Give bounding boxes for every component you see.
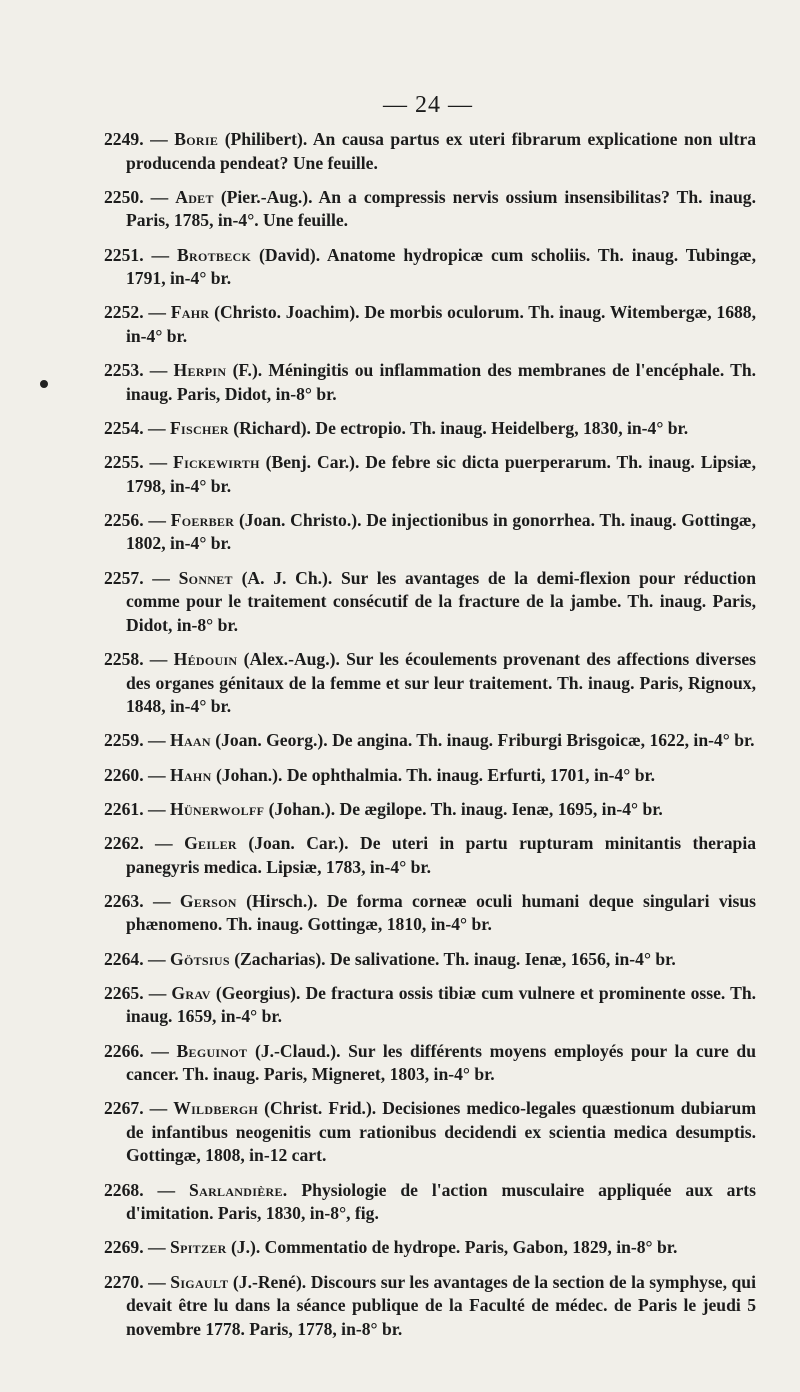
entry: 2253. — Herpin (F.). Méningitis ou inflammation des membranes de l'encéphale. Th. inaug. Paris, Didot, in-8° br. xyxy=(104,360,757,404)
entry: 2265. — Grav (Georgius). De fractura ossis tibiæ cum vulnere et prominente osse. Th. inaug. 1659, in-4° br. xyxy=(104,982,756,1027)
entry-author: Götsius xyxy=(169,948,230,969)
entry-author: Fickewirth xyxy=(173,452,260,473)
entry-number: 2257. xyxy=(104,567,144,588)
entry-text: (Joan. Georg.). De angina. Th. inaug. Friburgi Brisgoicæ, 1622, in-4° br. xyxy=(215,730,755,751)
entry: 2251. — Brotbeck (David). Anatome hydropicæ cum scholiis. Th. inaug. Tubingæ, 1791, in-4° br. xyxy=(104,244,756,289)
entry-number: 2258. xyxy=(104,649,144,670)
entry-number: 2269. xyxy=(104,1237,144,1258)
entry-number: 2260. xyxy=(104,764,144,785)
entry-author: Gerson xyxy=(179,890,237,911)
entry-number: 2270. xyxy=(104,1271,144,1292)
entry: 2266. — Beguinot (J.-Claud.). Sur les différents moyens employés pour la cure du cancer. Th. inaug. Paris, Migneret, 1803, in-4° br. xyxy=(104,1040,756,1085)
entry-number: 2268. xyxy=(104,1179,144,1200)
entry: 2249. — Borie (Philibert). An causa partus ex uteri fibrarum explicatione non ultra producenda pendeat? Une feuille. xyxy=(104,129,757,173)
entry-author: Sarlandière. xyxy=(189,1179,288,1200)
entry-author: Geiler xyxy=(184,832,237,853)
entry: 2255. — Fickewirth (Benj. Car.). De febre sic dicta puerperarum. Th. inaug. Lipsiæ, 1798, in-4° br. xyxy=(104,452,756,496)
entry-author: Adet xyxy=(175,186,214,207)
entry-author: Hédouin xyxy=(173,649,238,670)
entry: 2252. — Fahr (Christo. Joachim). De morbis oculorum. Th. inaug. Witembergæ, 1688, in-4° br. xyxy=(104,302,756,346)
entry-text: (Benj. Car.). De febre sic dicta puerperarum. Th. inaug. Lipsiæ, 1798, in-4° br. xyxy=(126,452,756,496)
entry: 2258. — Hédouin (Alex.-Aug.). Sur les écoulements provenant des affections diverses des organes génitaux de la femme et sur leur traitement. Th. inaug. Paris, Rignoux, 1848, in-4° br. xyxy=(104,649,757,717)
entry-number: 2252. xyxy=(104,302,144,323)
entry-number: 2254. xyxy=(104,417,144,438)
page-number: — 24 — xyxy=(383,92,473,118)
entry-number: 2265. xyxy=(104,982,144,1003)
entry-text: (Christ. Frid.). Decisiones medico-legales quæstionum dubiarum de infantibus neogenitis cum rationibus decidendi ex scientia medica desumptis. Gottingæ, 1808, in-12 cart. xyxy=(126,1098,756,1166)
entry-number: 2251. xyxy=(104,244,144,265)
entry-text: Physiologie de l'action musculaire appliquée aux arts d'imitation. Paris, 1830, in-8°, fig. xyxy=(126,1179,756,1224)
entry-number: 2255. xyxy=(104,452,144,473)
entry: 2269. — Spitzer (J.). Commentatio de hydrope. Paris, Gabon, 1829, in-8° br. xyxy=(104,1237,678,1258)
entry: 2267. — Wildbergh (Christ. Frid.). Decisiones medico-legales quæstionum dubiarum de infantibus neogenitis cum rationibus decidendi ex scientia medica desumptis. Gottingæ, 1808, in-12 cart. xyxy=(104,1098,756,1166)
entry-author: Fischer xyxy=(169,417,229,438)
entry: 2254. — Fischer (Richard). De ectropio. Th. inaug. Heidelberg, 1830, in-4° br. xyxy=(104,417,689,438)
entry-number: 2266. xyxy=(104,1040,144,1061)
entry: 2261. — Hünerwolff (Johan.). De ægilope. Th. inaug. Ienæ, 1695, in-4° br. xyxy=(104,798,663,819)
entry-text: (Philibert). An causa partus ex uteri fibrarum explicatione non ultra producenda pendeat? Une feuille. xyxy=(126,129,757,173)
entry-author: Wildbergh xyxy=(173,1098,259,1119)
entry: 2259. — Haan (Joan. Georg.). De angina. Th. inaug. Friburgi Brisgoicæ, 1622, in-4° br. xyxy=(104,730,755,751)
entry-author: Hünerwolff xyxy=(169,798,265,819)
entry-text: (J.-Claud.). Sur les différents moyens employés pour la cure du cancer. Th. inaug. Paris, Migneret, 1803, in-4° br. xyxy=(126,1040,756,1085)
entry-text: (A. J. Ch.). Sur les avantages de la demi-flexion pour réduction comme pour le traitement consécutif de la fracture de la jambe. Th. inaug. Paris, Didot, in-8° br. xyxy=(126,567,757,635)
entry-number: 2264. xyxy=(104,948,144,969)
entry: 2250. — Adet (Pier.-Aug.). An a compressis nervis ossium insensibilitas? Th. inaug. Paris, 1785, in-4°. Une feuille. xyxy=(104,186,757,231)
entry-number: 2256. xyxy=(104,509,144,530)
entry-text: (Joan. Christo.). De injectionibus in gonorrhea. Th. inaug. Gottingæ, 1802, in-4° br. xyxy=(126,509,757,554)
entry-number: 2250. xyxy=(104,186,144,207)
entry-author: Foerber xyxy=(170,509,235,530)
entry-text: (Zacharias). De salivatione. Th. inaug. Ienæ, 1656, in-4° br. xyxy=(234,948,676,969)
entry-number: 2261. xyxy=(104,798,144,819)
entry-text: (Joan. Car.). De uteri in partu rupturam minitantis therapia panegyris medica. Lipsiæ, 1783, in-4° br. xyxy=(126,832,757,877)
entry-list xyxy=(104,128,756,1352)
entry-text: (Johan.). De ophthalmia. Th. inaug. Erfurti, 1701, in-4° br. xyxy=(215,764,656,785)
entry-author: Fahr xyxy=(170,302,210,323)
entry: 2256. — Foerber (Joan. Christo.). De injectionibus in gonorrhea. Th. inaug. Gottingæ, 1802, in-4° br. xyxy=(104,509,757,554)
entry-number: 2267. xyxy=(104,1098,144,1119)
entry-author: Beguinot xyxy=(176,1040,248,1061)
entry-author: Herpin xyxy=(173,360,227,381)
entry-author: Spitzer xyxy=(169,1237,227,1258)
entry-text: (Richard). De ectropio. Th. inaug. Heidelberg, 1830, in-4° br. xyxy=(233,417,689,438)
entry-number: 2263. xyxy=(104,890,144,911)
entry-number: 2262. xyxy=(104,832,144,853)
margin-dot xyxy=(40,380,48,388)
entry-author: Sigault xyxy=(170,1271,229,1292)
entry-author: Grav xyxy=(171,982,211,1003)
entry: 2262. — Geiler (Joan. Car.). De uteri in partu rupturam minitantis therapia panegyris medica. Lipsiæ, 1783, in-4° br. xyxy=(104,832,757,877)
entry-author: Borie xyxy=(174,129,219,149)
entry: 2257. — Sonnet (A. J. Ch.). Sur les avantages de la demi-flexion pour réduction comme pour le traitement consécutif de la fracture de la jambe. Th. inaug. Paris, Didot, in-8° br. xyxy=(104,567,757,635)
entry: 2263. — Gerson (Hirsch.). De forma corneæ oculi humani deque singulari visus phænomeno. Th. inaug. Gottingæ, 1810, in-4° br. xyxy=(104,890,757,935)
entry: 2260. — Hahn (Johan.). De ophthalmia. Th. inaug. Erfurti, 1701, in-4° br. xyxy=(104,764,656,785)
entry-text: (Hirsch.). De forma corneæ oculi humani deque singulari visus phænomeno. Th. inaug. Gottingæ, 1810, in-4° br. xyxy=(126,890,757,935)
entry-text: (Christo. Joachim). De morbis oculorum. Th. inaug. Witembergæ, 1688, in-4° br. xyxy=(126,302,756,346)
entry-text: (David). Anatome hydropicæ cum scholiis. Th. inaug. Tubingæ, 1791, in-4° br. xyxy=(126,244,756,289)
entry-text: (Alex.-Aug.). Sur les écoulements provenant des affections diverses des organes génitaux de la femme et sur leur traitement. Th. inaug. Paris, Rignoux, 1848, in-4° br. xyxy=(126,649,757,717)
entry-text: (J.-René). Discours sur les avantages de la section de la symphyse, qui devait être lu dans la séance publique de la Faculté de médec. de Paris le jeudi 5 novembre 1778. Paris, 1778, in-8° br. xyxy=(126,1271,756,1339)
entry: 2270. — Sigault (J.-René). Discours sur les avantages de la section de la symphyse, qui devait être lu dans la séance publique de la Faculté de médec. de Paris le jeudi 5 novembre 1778. Paris, 1778, in-8° br. xyxy=(104,1271,756,1339)
entry-text: (Pier.-Aug.). An a compressis nervis ossium insensibilitas? Th. inaug. Paris, 1785, in-4°. Une feuille. xyxy=(126,186,757,231)
entry-author: Hahn xyxy=(169,764,212,785)
entry-number: 2253. xyxy=(104,360,144,381)
entry-text: (Georgius). De fractura ossis tibiæ cum vulnere et prominente osse. Th. inaug. 1659, in-4° br. xyxy=(126,982,756,1027)
entry-text: (J.). Commentatio de hydrope. Paris, Gabon, 1829, in-8° br. xyxy=(230,1237,678,1258)
entry-text: (Johan.). De ægilope. Th. inaug. Ienæ, 1695, in-4° br. xyxy=(268,798,663,819)
entry-author: Sonnet xyxy=(178,567,233,588)
entry: 2264. — Götsius (Zacharias). De salivatione. Th. inaug. Ienæ, 1656, in-4° br. xyxy=(104,948,676,969)
entry-author: Brotbeck xyxy=(176,244,252,265)
entry-author: Haan xyxy=(169,730,211,751)
entry-number: 2249. xyxy=(104,129,144,149)
entry-text: (F.). Méningitis ou inflammation des membranes de l'encéphale. Th. inaug. Paris, Didot, in-8° br. xyxy=(126,360,757,404)
entry: 2268. — Sarlandière. Physiologie de l'action musculaire appliquée aux arts d'imitation. Paris, 1830, in-8°, fig. xyxy=(104,1179,756,1224)
entry-number: 2259. xyxy=(104,730,144,751)
